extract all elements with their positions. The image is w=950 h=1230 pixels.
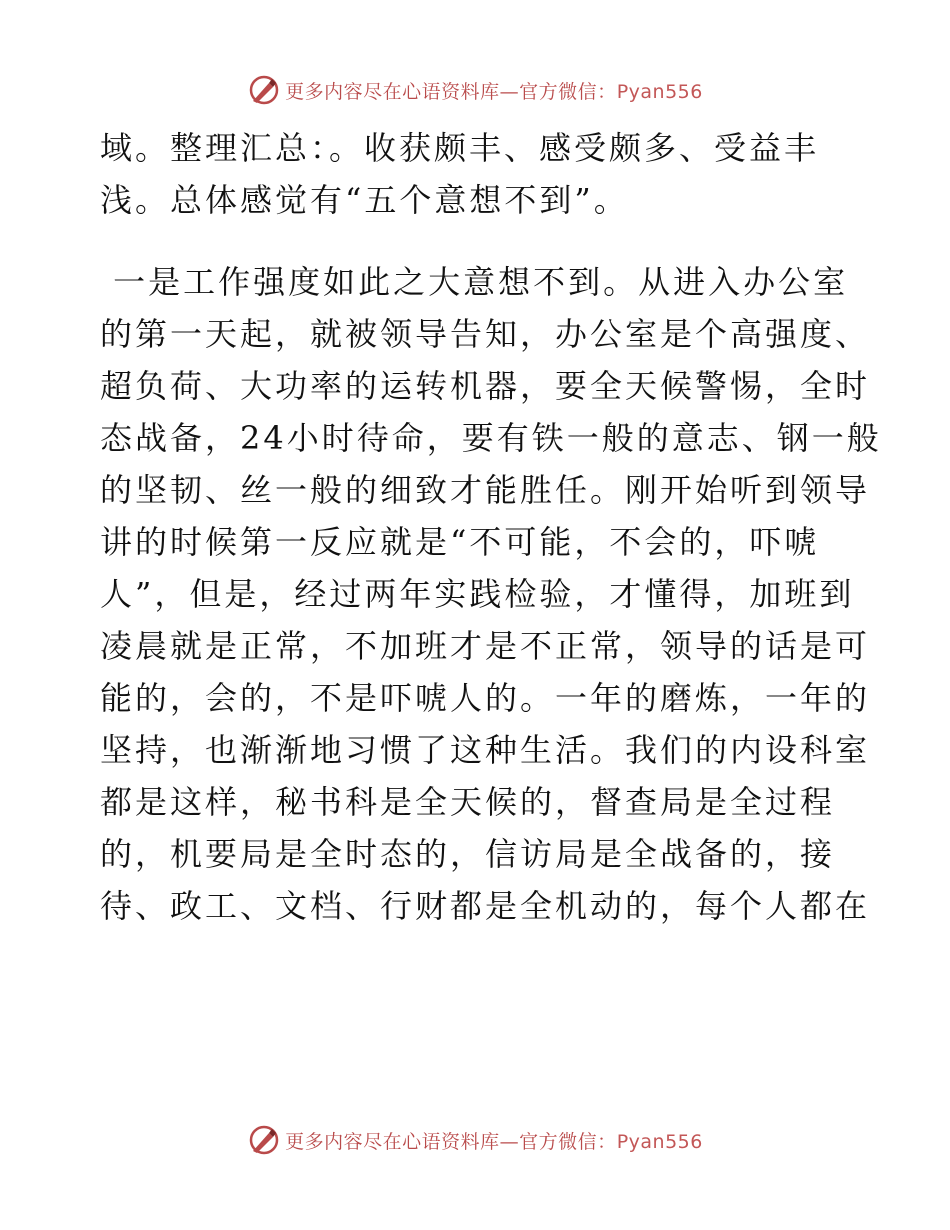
paragraph-line: 人”，但是，经过两年实践检验，才懂得，加班到 bbox=[100, 575, 855, 613]
header-wechat-id: Pyan556 bbox=[616, 80, 703, 103]
header-dash: — bbox=[499, 80, 520, 103]
footer-text bbox=[285, 1127, 703, 1154]
paragraph-line: 坚持，也渐渐地习惯了这种生活。我们的内设科室 bbox=[100, 731, 871, 769]
footer-banner bbox=[0, 1120, 950, 1160]
header-banner bbox=[0, 70, 950, 110]
paragraph-line: 凌晨就是正常，不加班才是不正常，领导的话是可 bbox=[100, 627, 871, 665]
footer-wechat-label: 官方微信： bbox=[519, 1130, 617, 1153]
paragraph-line: 态战备，24小时待命，要有铁一般的意志、钢一般 bbox=[100, 419, 882, 457]
paragraph-line: 一是工作强度如此之大意想不到。从进入办公室 bbox=[100, 263, 849, 301]
header-wechat-label: 官方微信： bbox=[519, 80, 617, 103]
paragraph-gap bbox=[100, 226, 870, 256]
header-text bbox=[285, 77, 703, 104]
footer-dash: — bbox=[499, 1130, 520, 1153]
paragraph-line: 讲的时候第一反应就是“不可能，不会的，吓唬 bbox=[100, 523, 820, 561]
paragraph-line: 的第一天起，就被领导告知，办公室是个高强度、 bbox=[100, 315, 871, 353]
intro-line: 域。整理汇总：。收获颇丰、感受颇多、受益丰 bbox=[100, 129, 820, 167]
paragraph-line: 能的，会的，不是吓唬人的。一年的磨炼，一年的 bbox=[100, 679, 871, 717]
footer-site-name: 更多内容尽在心语资料库 bbox=[285, 1130, 500, 1153]
paragraph-line: 的坚韧、丝一般的细致才能胜任。刚开始听到领导 bbox=[100, 471, 871, 509]
paragraph-line: 待、政工、文档、行财都是全机动的，每个人都在 bbox=[100, 887, 871, 925]
document-body bbox=[100, 122, 882, 932]
paragraph-line: 的，机要局是全时态的，信访局是全战备的，接 bbox=[100, 835, 836, 873]
paragraph-line: 都是这样，秘书科是全天候的，督查局是全过程 bbox=[100, 783, 836, 821]
footer-wechat-id: Pyan556 bbox=[616, 1130, 703, 1153]
pen-logo-icon bbox=[247, 1123, 281, 1157]
pen-logo-icon bbox=[247, 73, 281, 107]
header-site-name: 更多内容尽在心语资料库 bbox=[285, 80, 500, 103]
paragraph-line: 超负荷、大功率的运转机器，要全天候警惕，全时 bbox=[100, 367, 871, 405]
intro-line: 浅。总体感觉有“五个意想不到”。 bbox=[100, 181, 629, 219]
